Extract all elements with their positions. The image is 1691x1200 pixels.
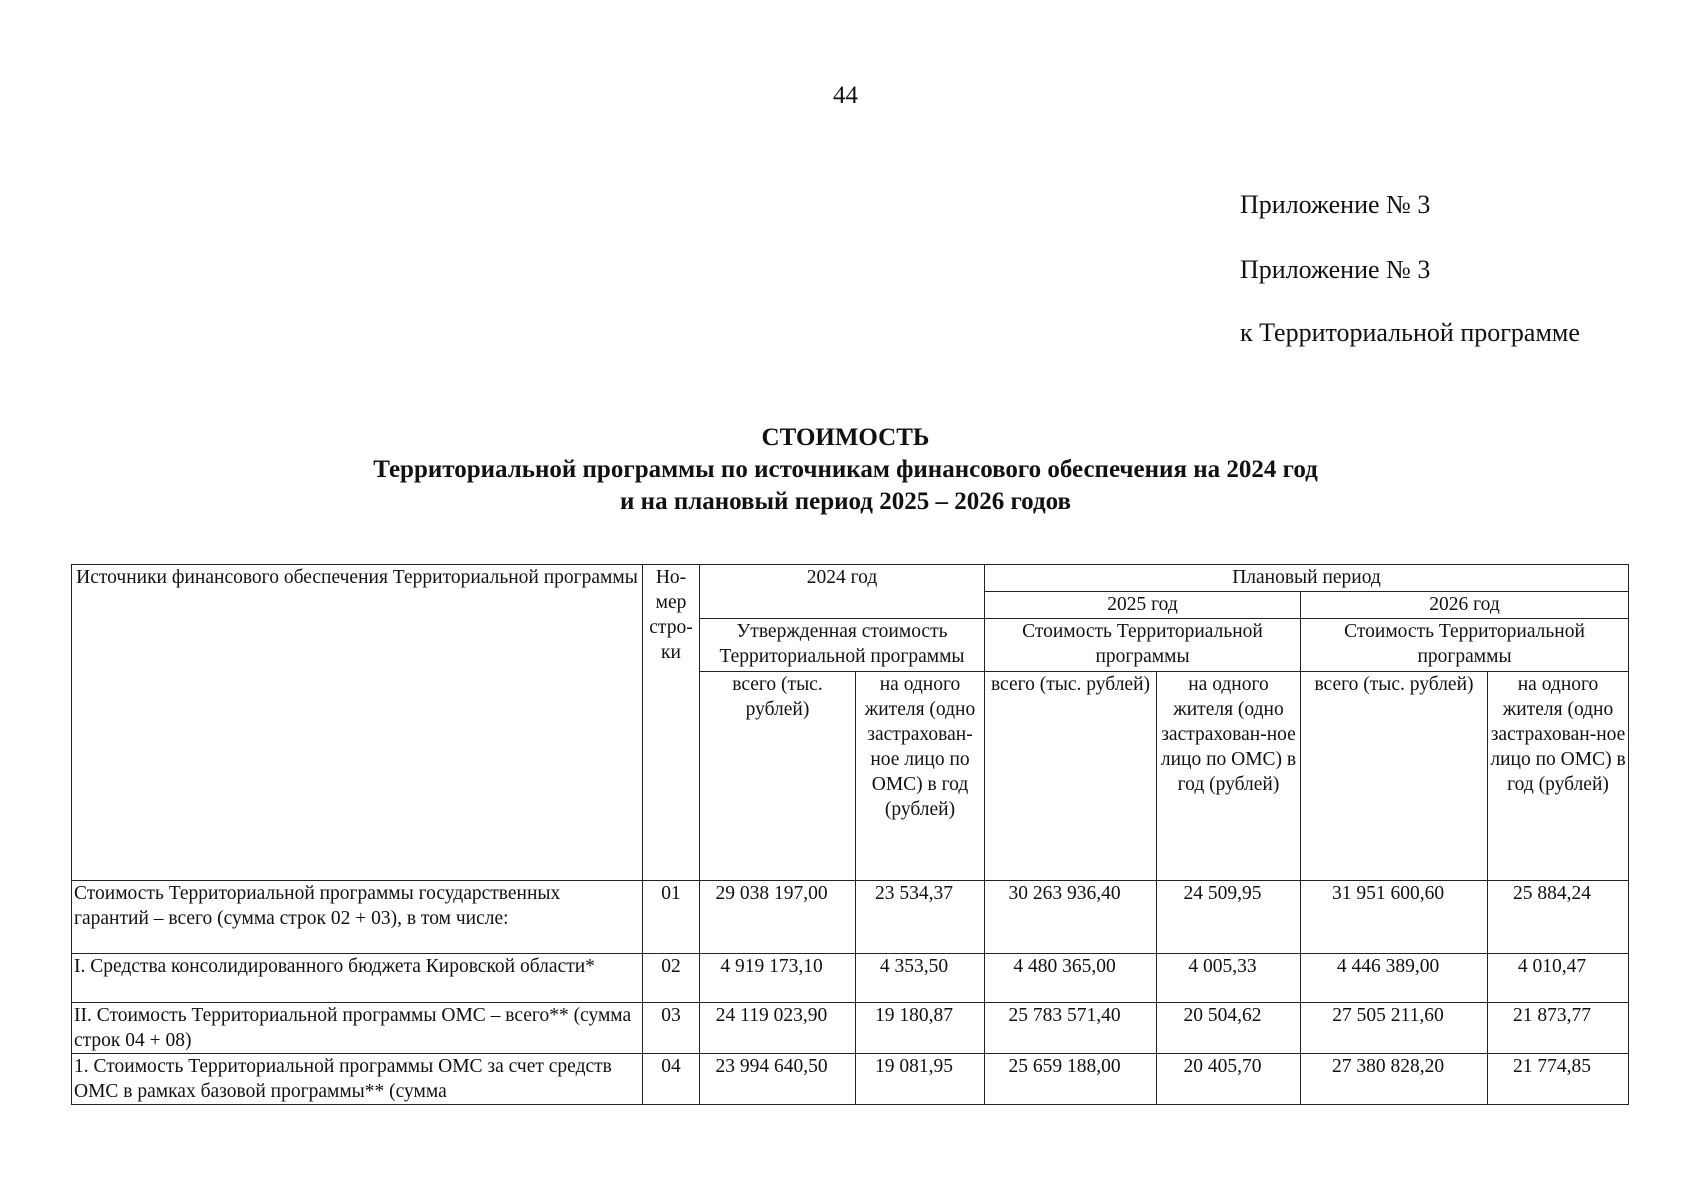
cell-per-capita-2026: 4 010,47 xyxy=(1488,954,1629,1003)
header-planned-period: Плановый период xyxy=(985,565,1629,592)
row-label: 1. Стоимость Территориальной программы ОМС за счет средств ОМС в рамках базовой программы** (сумма xyxy=(72,1054,643,1105)
row-label: I. Средства консолидированного бюджета Кировской области* xyxy=(72,954,643,1003)
cell-total-2026: 27 505 211,60 xyxy=(1301,1003,1488,1054)
cell-per-capita-2026: 25 884,24 xyxy=(1488,881,1629,954)
cell-total-2024: 29 038 197,00 xyxy=(700,881,856,954)
cell-per-capita-2025: 20 405,70 xyxy=(1157,1054,1301,1105)
cell-total-2026: 31 951 600,60 xyxy=(1301,881,1488,954)
cell-total-2024: 4 919 173,10 xyxy=(700,954,856,1003)
row-number: 03 xyxy=(643,1003,700,1054)
cell-per-capita-2024: 19 081,95 xyxy=(856,1054,985,1105)
header-approved-cost: Утвержденная стоимость Территориальной программы xyxy=(700,619,985,672)
header-total-2024: всего (тыс. рублей) xyxy=(700,672,856,881)
page-number: 44 xyxy=(833,82,858,109)
financing-cost-table xyxy=(71,564,1629,1105)
header-year-2024: 2024 год xyxy=(700,565,985,619)
cell-total-2025: 4 480 365,00 xyxy=(985,954,1157,1003)
header-year-2025: 2025 год xyxy=(985,592,1301,619)
cell-total-2025: 25 783 571,40 xyxy=(985,1003,1157,1054)
cell-total-2026: 27 380 828,20 xyxy=(1301,1054,1488,1105)
header-per-capita-2025: на одного жителя (одно застрахован-ное лицо по ОМС) в год (рублей) xyxy=(1157,672,1301,881)
header-sources: Источники финансового обеспечения Территориальной программы xyxy=(72,565,643,881)
header-per-capita-2024: на одного жителя (одно застрахован-ное лицо по ОМС) в год (рублей) xyxy=(856,672,985,881)
title-line-3: и на плановый период 2025 – 2026 годов xyxy=(620,488,1071,515)
document-title xyxy=(0,422,1691,518)
header-cost-2026: Стоимость Территориальной программы xyxy=(1301,619,1629,672)
row-label: II. Стоимость Территориальной программы ОМС – всего** (сумма строк 04 + 08) xyxy=(72,1003,643,1054)
header-cost-2025: Стоимость Территориальной программы xyxy=(985,619,1301,672)
cell-per-capita-2026: 21 873,77 xyxy=(1488,1003,1629,1054)
cell-per-capita-2025: 24 509,95 xyxy=(1157,881,1301,954)
cell-per-capita-2025: 4 005,33 xyxy=(1157,954,1301,1003)
appendix-label: Приложение № 3 xyxy=(1240,190,1431,219)
table-row xyxy=(72,954,1629,1003)
cell-total-2025: 25 659 188,00 xyxy=(985,1054,1157,1105)
row-label: Стоимость Территориальной программы государственных гарантий – всего (сумма строк 02 + 03), в том числе: xyxy=(72,881,643,954)
header-total-2025: всего (тыс. рублей) xyxy=(985,672,1157,881)
row-number: 04 xyxy=(643,1054,700,1105)
title-line-1: СТОИМОСТЬ xyxy=(761,424,930,451)
cell-total-2025: 30 263 936,40 xyxy=(985,881,1157,954)
cell-total-2024: 23 994 640,50 xyxy=(700,1054,856,1105)
title-line-2: Территориальной программы по источникам финансового обеспечения на 2024 год xyxy=(373,456,1318,483)
header-row-number: Но-мер стро-ки xyxy=(643,565,700,881)
header-year-2026: 2026 год xyxy=(1301,592,1629,619)
appendix-label-repeat: Приложение № 3 xyxy=(1240,255,1431,284)
cell-per-capita-2024: 19 180,87 xyxy=(856,1003,985,1054)
header-row xyxy=(72,565,1629,592)
cell-per-capita-2026: 21 774,85 xyxy=(1488,1054,1629,1105)
header-total-2026: всего (тыс. рублей) xyxy=(1301,672,1488,881)
header-per-capita-2026: на одного жителя (одно застрахован-ное лицо по ОМС) в год (рублей) xyxy=(1488,672,1629,881)
row-number: 01 xyxy=(643,881,700,954)
row-number: 02 xyxy=(643,954,700,1003)
cell-per-capita-2024: 23 534,37 xyxy=(856,881,985,954)
cell-total-2024: 24 119 023,90 xyxy=(700,1003,856,1054)
appendix-program-reference: к Территориальной программе xyxy=(1240,318,1580,347)
table-row xyxy=(72,1003,1629,1054)
table-row xyxy=(72,1054,1629,1105)
table-row xyxy=(72,881,1629,954)
cell-per-capita-2024: 4 353,50 xyxy=(856,954,985,1003)
cell-total-2026: 4 446 389,00 xyxy=(1301,954,1488,1003)
cell-per-capita-2025: 20 504,62 xyxy=(1157,1003,1301,1054)
